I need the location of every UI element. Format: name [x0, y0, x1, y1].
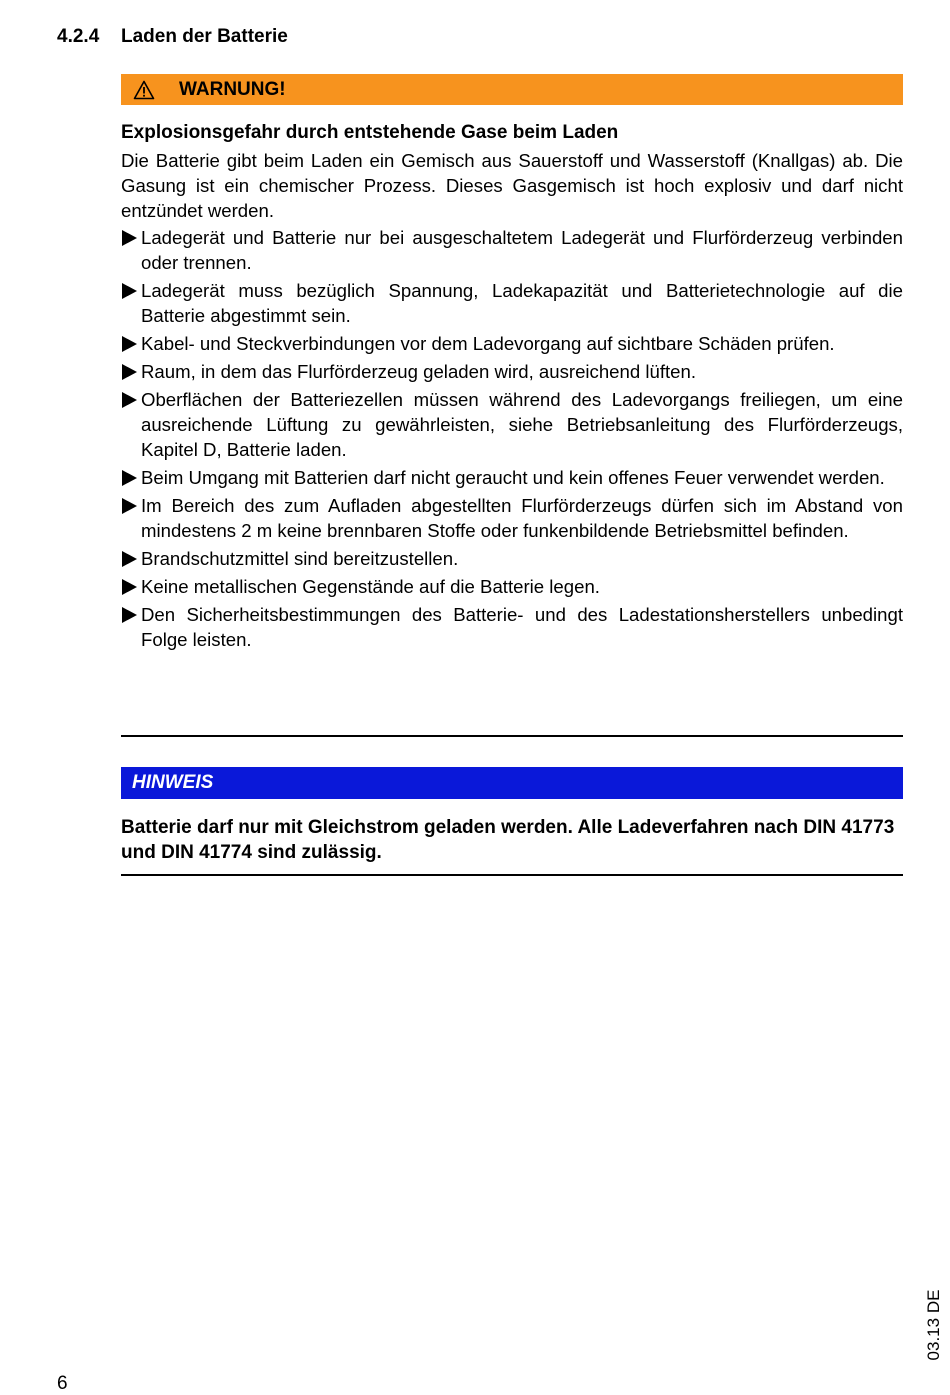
- list-item: [121, 331, 903, 356]
- list-item: [121, 574, 903, 599]
- list-item-text: Den Sicherheitsbestimmungen des Batterie- und des Ladestationsherstellers unbedingt Folge leisten.: [141, 604, 903, 650]
- arrow-right-icon: [122, 283, 137, 299]
- warning-instruction-list: [121, 225, 903, 655]
- arrow-right-icon: [122, 230, 137, 246]
- arrow-right-icon: [122, 607, 137, 623]
- warning-triangle-icon: [133, 80, 155, 100]
- list-item-text: Beim Umgang mit Batterien darf nicht geraucht und kein offenes Feuer verwendet werden.: [141, 467, 885, 488]
- list-item: [121, 278, 903, 328]
- list-item: [121, 493, 903, 543]
- arrow-right-icon: [122, 579, 137, 595]
- list-item: [121, 602, 903, 652]
- warning-label: WARNUNG!: [179, 78, 286, 100]
- page-number: 6: [57, 1373, 68, 1394]
- note-end-divider: [121, 874, 903, 876]
- list-item: [121, 359, 903, 384]
- note-banner: [121, 767, 903, 799]
- arrow-right-icon: [122, 392, 137, 408]
- list-item-text: Kabel- und Steckverbindungen vor dem Ladevorgang auf sichtbare Schäden prüfen.: [141, 333, 835, 354]
- section-heading: [57, 26, 288, 48]
- list-item: [121, 387, 903, 462]
- warning-end-divider: [121, 735, 903, 737]
- list-item-text: Ladegerät und Batterie nur bei ausgeschaltetem Ladegerät und Flurförderzeug verbinden oder trennen.: [141, 227, 903, 273]
- list-item: [121, 546, 903, 571]
- section-number: 4.2.4: [57, 26, 100, 47]
- arrow-right-icon: [122, 551, 137, 567]
- arrow-right-icon: [122, 364, 137, 380]
- arrow-right-icon: [122, 336, 137, 352]
- list-item-text: Im Bereich des zum Aufladen abgestellten Flurförderzeugs dürfen sich im Abstand von mindestens 2 m keine brennbaren Stoffe oder funkenbildende Betriebsmittel befinden.: [141, 495, 903, 541]
- warning-title: Explosionsgefahr durch entstehende Gase beim Laden: [121, 122, 619, 143]
- list-item: [121, 225, 903, 275]
- arrow-right-icon: [122, 498, 137, 514]
- arrow-right-icon: [122, 470, 137, 486]
- note-label: HINWEIS: [132, 772, 214, 793]
- section-title: Laden der Batterie: [121, 26, 288, 47]
- warning-intro: Die Batterie gibt beim Laden ein Gemisch aus Sauerstoff und Wasserstoff (Knallgas) ab. Die Gasung ist ein chemischer Prozess. Dieses Gasgemisch ist hoch explosiv und darf nicht entzündet werden.: [121, 150, 903, 221]
- date-code: 03.13 DE: [924, 1289, 943, 1361]
- warning-banner: [121, 74, 903, 105]
- list-item-text: Raum, in dem das Flurförderzeug geladen wird, ausreichend lüften.: [141, 361, 697, 382]
- list-item-text: Brandschutzmittel sind bereitzustellen.: [141, 548, 459, 569]
- list-item-text: Keine metallischen Gegenstände auf die Batterie legen.: [141, 576, 600, 597]
- list-item: [121, 465, 903, 490]
- note-text: Batterie darf nur mit Gleichstrom geladen werden. Alle Ladeverfahren nach DIN 41773 und DIN 41774 sind zulässig.: [121, 817, 895, 863]
- list-item-text: Ladegerät muss bezüglich Spannung, Ladekapazität und Batterietechnologie auf die Batterie abgestimmt sein.: [141, 280, 903, 326]
- list-item-text: Oberflächen der Batteriezellen müssen während des Ladevorgangs freiliegen, um eine ausreichende Lüftung zu gewährleisten, siehe Betriebsanleitung des Flurförderzeugs, Kapitel D, Batterie laden.: [141, 389, 903, 460]
